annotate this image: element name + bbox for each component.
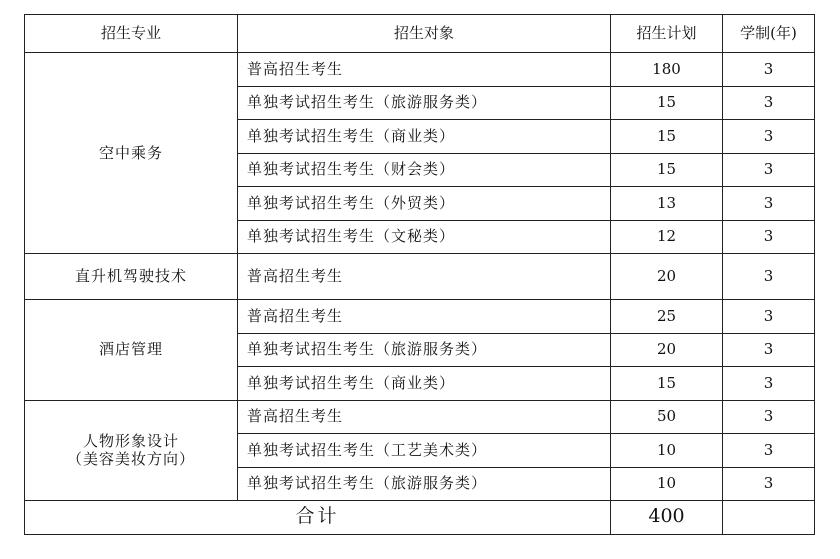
header-row xyxy=(25,15,815,53)
header-plan: 招生计划 xyxy=(611,15,723,53)
major-name: 空中乘务 xyxy=(98,143,163,162)
major-cell xyxy=(25,53,238,254)
plan-cell: 20 xyxy=(611,254,723,300)
years-cell: 3 xyxy=(723,434,815,468)
major-name: 酒店管理 xyxy=(98,340,163,359)
table-row xyxy=(25,400,815,434)
total-row xyxy=(25,501,815,535)
target-cell: 普高招生考生 xyxy=(238,400,611,434)
plan-cell: 10 xyxy=(611,467,723,501)
target-cell: 单独考试招生考生（工艺美术类） xyxy=(238,434,611,468)
target-cell: 单独考试招生考生（商业类） xyxy=(238,120,611,154)
years-cell: 3 xyxy=(723,400,815,434)
target-cell: 单独考试招生考生（财会类） xyxy=(238,153,611,187)
years-cell: 3 xyxy=(723,86,815,120)
plan-cell: 180 xyxy=(611,53,723,87)
header-years: 学制(年) xyxy=(723,15,815,53)
target-cell: 单独考试招生考生（外贸类） xyxy=(238,187,611,221)
target-cell: 普高招生考生 xyxy=(238,254,611,300)
plan-cell: 15 xyxy=(611,367,723,401)
target-cell: 单独考试招生考生（旅游服务类） xyxy=(238,86,611,120)
years-cell: 3 xyxy=(723,333,815,367)
major-cell xyxy=(25,254,238,300)
table-row xyxy=(25,53,815,87)
years-cell: 3 xyxy=(723,120,815,154)
years-cell: 3 xyxy=(723,220,815,254)
years-cell: 3 xyxy=(723,467,815,501)
major-cell xyxy=(25,300,238,401)
years-cell: 3 xyxy=(723,153,815,187)
plan-cell: 20 xyxy=(611,333,723,367)
years-cell: 3 xyxy=(723,187,815,221)
target-cell: 单独考试招生考生（旅游服务类） xyxy=(238,333,611,367)
years-cell: 3 xyxy=(723,53,815,87)
total-years-empty xyxy=(723,501,815,535)
years-cell: 3 xyxy=(723,367,815,401)
plan-cell: 10 xyxy=(611,434,723,468)
enrollment-table xyxy=(24,14,815,535)
years-cell: 3 xyxy=(723,254,815,300)
plan-cell: 12 xyxy=(611,220,723,254)
total-value: 400 xyxy=(611,501,723,535)
table-row xyxy=(25,254,815,300)
target-cell: 单独考试招生考生（商业类） xyxy=(238,367,611,401)
plan-cell: 25 xyxy=(611,300,723,334)
header-target: 招生对象 xyxy=(238,15,611,53)
years-cell: 3 xyxy=(723,300,815,334)
plan-cell: 50 xyxy=(611,400,723,434)
major-cell xyxy=(25,400,238,501)
table-row xyxy=(25,300,815,334)
target-cell: 单独考试招生考生（旅游服务类） xyxy=(238,467,611,501)
major-name: 直升机驾驶技术 xyxy=(74,267,187,286)
plan-cell: 15 xyxy=(611,86,723,120)
target-cell: 单独考试招生考生（文秘类） xyxy=(238,220,611,254)
plan-cell: 13 xyxy=(611,187,723,221)
major-name: 人物形象设计 xyxy=(82,431,179,450)
major-subtitle: （美容美妆方向） xyxy=(66,450,195,469)
total-label: 合计 xyxy=(25,501,611,535)
plan-cell: 15 xyxy=(611,120,723,154)
target-cell: 普高招生考生 xyxy=(238,300,611,334)
target-cell: 普高招生考生 xyxy=(238,53,611,87)
header-major: 招生专业 xyxy=(25,15,238,53)
plan-cell: 15 xyxy=(611,153,723,187)
